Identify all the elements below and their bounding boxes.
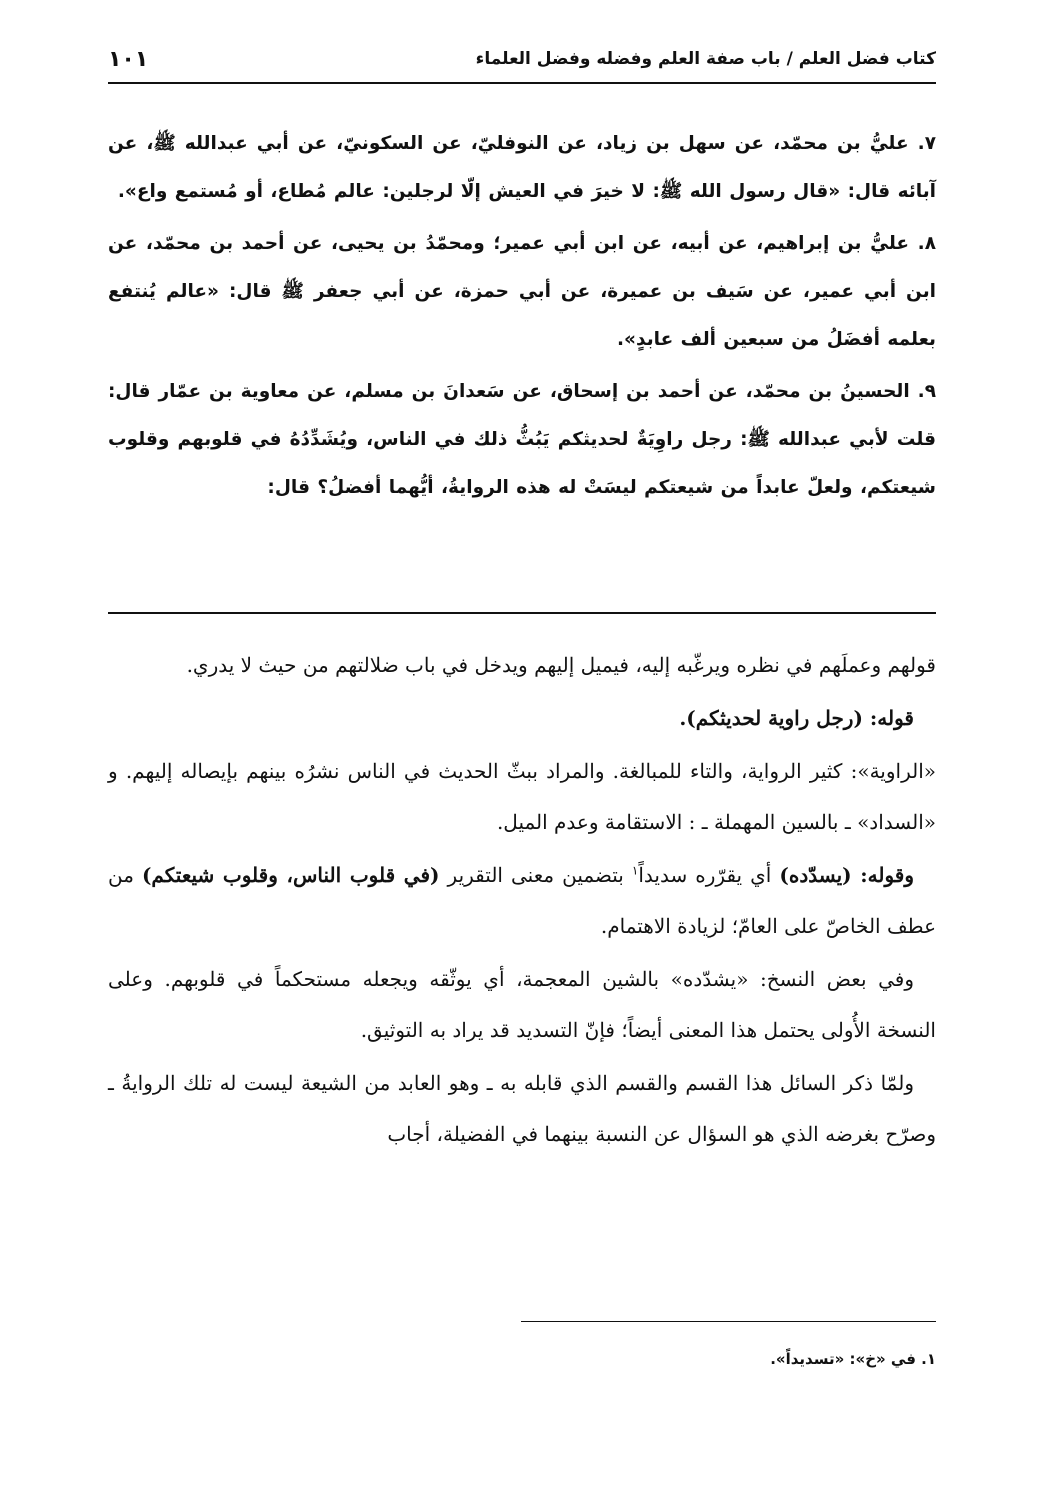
commentary-heading-text: قوله: (رجل راوية لحديثكم). bbox=[679, 706, 914, 730]
hadith-7: ٧. عليُّ بن محمّد، عن سهل بن زياد، عن النوفليّ، عن السكونيّ، عن أبي عبدالله ﷺ، عن آبائه قال: «قال رسول الله ﷺ: لا خيرَ في العيش إلّا لرجلين: عالم مُطاع، أو مُستمع واع». bbox=[108, 133, 936, 202]
commentary-heading bbox=[108, 693, 936, 744]
commentary-lemma: (في قلوب الناس، وقلوب شيعتكم) bbox=[141, 863, 440, 887]
commentary-paragraph: وفي بعض النسخ: «يشدّده» بالشين المعجمة، أي يوثّقه ويجعله مستحكماً في قلوبهم. وعلى النسخة الأُولى يحتمل هذا المعنى أيضاً؛ فإنّ التسديد قد يراد به التوثيق. bbox=[108, 967, 936, 1042]
commentary-paragraph bbox=[108, 850, 936, 952]
commentary-paragraph: قولهم وعملَهم في نظره ويرغّبه إليه، فيميل إليهم ويدخل في باب ضلالتهم من حيث لا يدري. bbox=[186, 653, 936, 677]
hadith-section bbox=[108, 120, 936, 516]
commentary-paragraph: «الراوية»: كثير الرواية، والتاء للمبالغة. والمراد ببثّ الحديث في الناس نشرُه بينهم بإيصاله إليهم. و «السداد» ـ بالسين المهملة ـ : الاستقامة وعدم الميل. bbox=[108, 759, 936, 834]
hadith-8: ٨. عليُّ بن إبراهيم، عن أبيه، عن ابن أبي عمير؛ ومحمّدُ بن يحيى، عن أحمد بن محمّد، عن ابن أبي عمير، عن سَيف بن عميرة، عن أبي حمزة، عن أبي جعفر ﷺ قال: «عالم يُنتفع بعلمه أفضَلُ من سبعين ألف عابدٍ». bbox=[108, 233, 936, 350]
commentary-lemma: وقوله: (يسدّده) bbox=[779, 863, 915, 887]
running-header bbox=[108, 40, 936, 78]
section-divider bbox=[108, 612, 936, 614]
commentary-text: أي يقرّره سديداً bbox=[638, 863, 780, 887]
footnote: ١. في «خ»: «تسديداً». bbox=[770, 1350, 936, 1368]
commentary-text: بتضمين معنى التقرير bbox=[439, 863, 632, 887]
commentary-text: من عطف الخاصّ على العامّ؛ لزيادة الاهتمام. bbox=[108, 863, 936, 938]
header-rule bbox=[108, 82, 936, 84]
footnote-marker: ١ bbox=[631, 863, 639, 878]
commentary-paragraph: ولمّا ذكر السائل هذا القسم والقسم الذي قابله به ـ وهو العابد من الشيعة ليست له تلك الروايةُ ـ وصرّح بغرضه الذي هو السؤال عن النسبة بينهما في الفضيلة، أجاب bbox=[108, 1071, 936, 1146]
header-title: كتاب فضل العلم / باب صفة العلم وفضله وفضل العلماء bbox=[475, 49, 936, 69]
page-number: ١٠١ bbox=[108, 46, 149, 72]
footnote-rule bbox=[521, 1321, 936, 1322]
commentary-section bbox=[108, 640, 936, 1162]
hadith-9: ٩. الحسينُ بن محمّد، عن أحمد بن إسحاق، عن سَعدانَ بن مسلم، عن معاوية بن عمّار قال: قلت لأبي عبدالله ﷺ: رجل راوِيَةٌ لحديثكم يَبُثُّ ذلك في الناس، ويُشَدِّدُهُ في قلوبهم وقلوب شيعتكم، ولعلّ عابداً من شيعتكم ليسَتْ له هذه الروايةُ، أيُّهما أفضلُ؟ قال: bbox=[108, 381, 936, 498]
